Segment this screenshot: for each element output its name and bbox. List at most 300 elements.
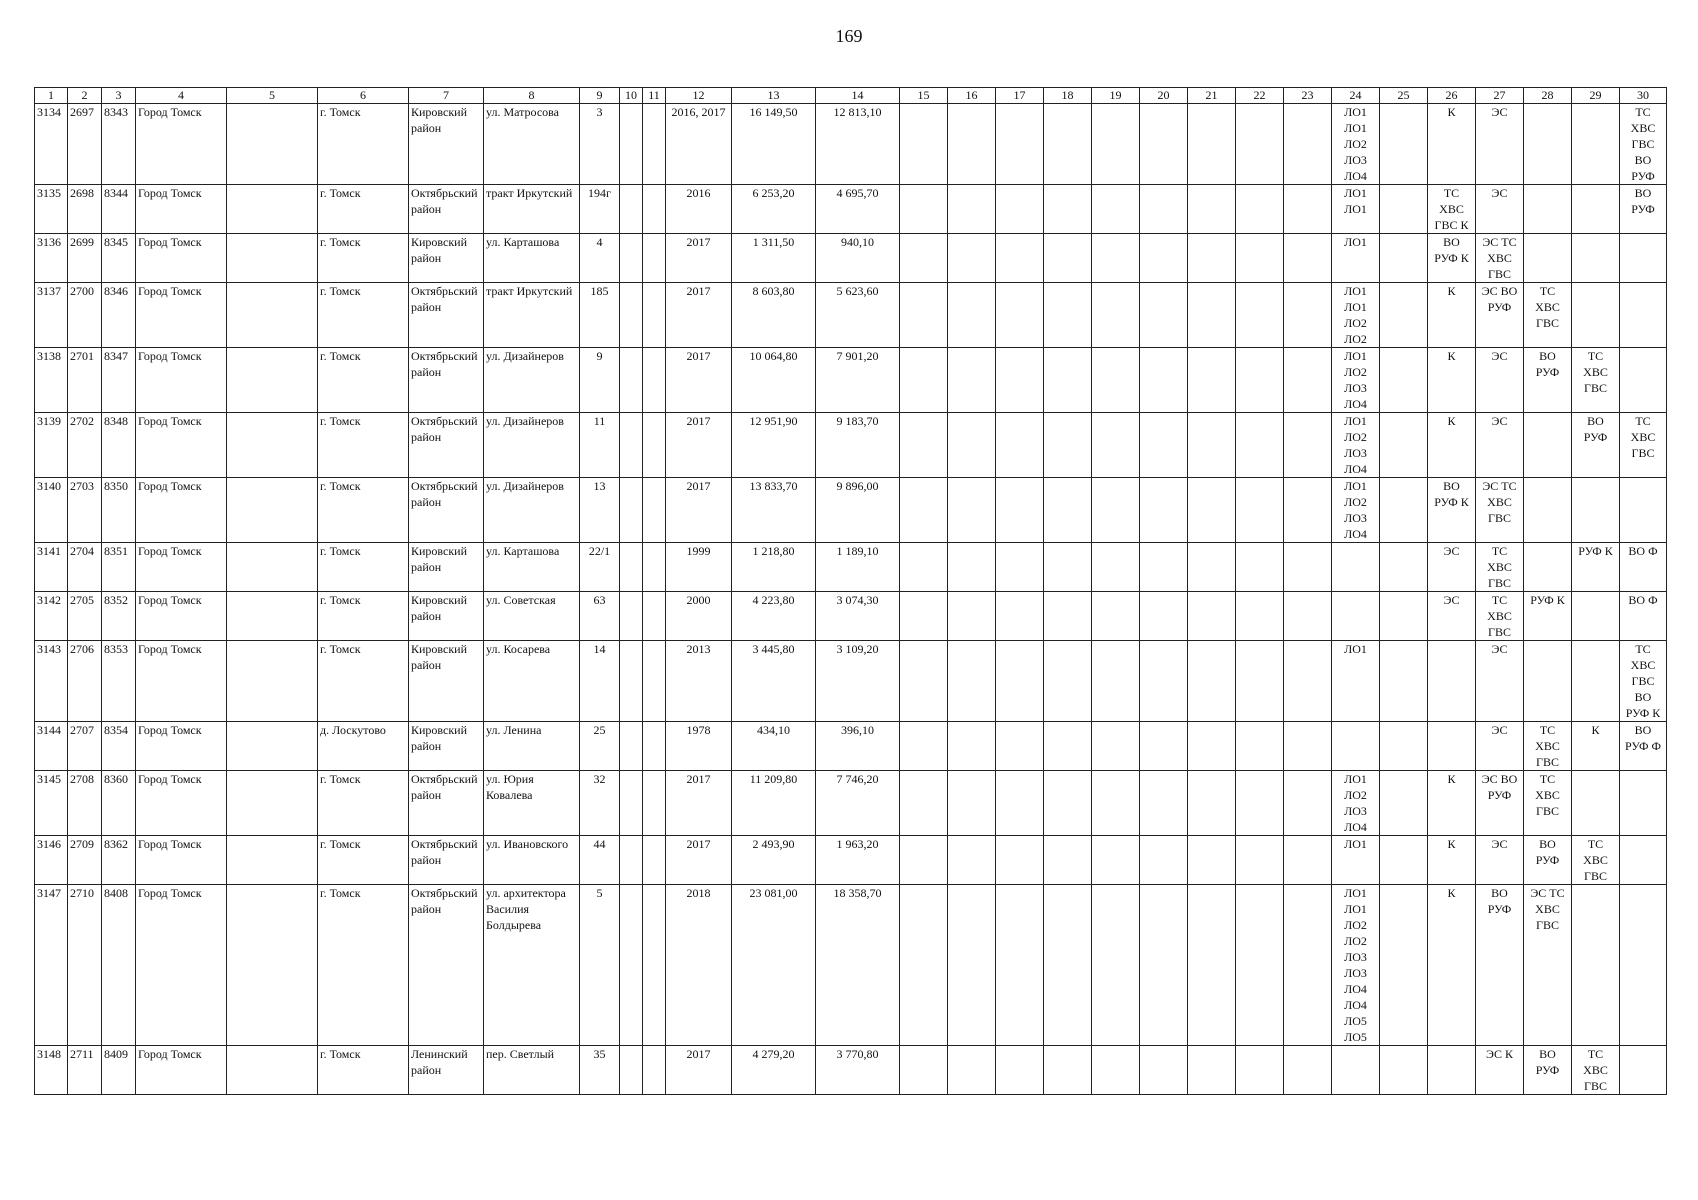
empty-cell (643, 185, 666, 234)
empty-cell (620, 413, 643, 478)
cell-col-7: Ленинский район (409, 1046, 484, 1095)
empty-cell (643, 348, 666, 413)
empty-cell (1380, 234, 1428, 283)
column-header-8: 8 (484, 88, 580, 104)
cell-col-7: Октябрьский район (409, 348, 484, 413)
cell-col-24: ЛО1 ЛО1 ЛО2 ЛО2 (1332, 283, 1380, 348)
empty-cell (227, 478, 318, 543)
cell-col-2: 2711 (68, 1046, 102, 1095)
cell-col-30 (1620, 885, 1667, 1046)
cell-col-7: Кировский район (409, 592, 484, 641)
empty-cell (1140, 478, 1188, 543)
empty-cell (643, 104, 666, 185)
cell-col-26: ВО РУФ К (1428, 478, 1476, 543)
cell-col-2: 2702 (68, 413, 102, 478)
cell-col-1: 3148 (35, 1046, 68, 1095)
cell-col-2: 2703 (68, 478, 102, 543)
empty-cell (1284, 413, 1332, 478)
empty-cell (1044, 885, 1092, 1046)
empty-cell (1092, 836, 1140, 885)
empty-cell (1188, 771, 1236, 836)
cell-col-7: Октябрьский район (409, 478, 484, 543)
cell-col-3: 8352 (102, 592, 136, 641)
empty-cell (227, 771, 318, 836)
empty-cell (1284, 885, 1332, 1046)
empty-cell (1044, 1046, 1092, 1095)
cell-col-8: ул. Косарева (484, 641, 580, 722)
empty-cell (1236, 234, 1284, 283)
empty-cell (900, 104, 948, 185)
column-header-18: 18 (1044, 88, 1092, 104)
cell-col-30 (1620, 348, 1667, 413)
empty-cell (1092, 283, 1140, 348)
cell-col-13: 12 951,90 (732, 413, 816, 478)
empty-cell (1092, 771, 1140, 836)
empty-cell (1092, 413, 1140, 478)
cell-col-28 (1524, 234, 1572, 283)
cell-col-28: ТС ХВС ГВС (1524, 283, 1572, 348)
empty-cell (1236, 478, 1284, 543)
column-header-11: 11 (643, 88, 666, 104)
empty-cell (1140, 836, 1188, 885)
column-header-24: 24 (1332, 88, 1380, 104)
cell-col-27: ЭС (1476, 413, 1524, 478)
empty-cell (1140, 104, 1188, 185)
cell-col-29: ТС ХВС ГВС (1572, 836, 1620, 885)
cell-col-9: 9 (580, 348, 620, 413)
cell-col-6: г. Томск (318, 836, 409, 885)
empty-cell (1380, 543, 1428, 592)
empty-cell (1188, 1046, 1236, 1095)
empty-cell (1188, 641, 1236, 722)
empty-cell (1284, 478, 1332, 543)
empty-cell (948, 413, 996, 478)
cell-col-29 (1572, 771, 1620, 836)
cell-col-26: ВО РУФ К (1428, 234, 1476, 283)
cell-col-4: Город Томск (136, 1046, 227, 1095)
empty-cell (996, 722, 1044, 771)
cell-col-6: г. Томск (318, 771, 409, 836)
empty-cell (900, 836, 948, 885)
empty-cell (1044, 771, 1092, 836)
cell-col-30: ТС ХВС ГВС ВО РУФ К (1620, 641, 1667, 722)
cell-col-26: ТС ХВС ГВС К (1428, 185, 1476, 234)
empty-cell (620, 543, 643, 592)
empty-cell (1092, 641, 1140, 722)
column-header-16: 16 (948, 88, 996, 104)
empty-cell (1236, 104, 1284, 185)
column-header-23: 23 (1284, 88, 1332, 104)
cell-col-14: 940,10 (816, 234, 900, 283)
cell-col-14: 3 770,80 (816, 1046, 900, 1095)
cell-col-9: 14 (580, 641, 620, 722)
cell-col-3: 8347 (102, 348, 136, 413)
cell-col-14: 18 358,70 (816, 885, 900, 1046)
empty-cell (1140, 641, 1188, 722)
cell-col-30: ВО РУФ (1620, 185, 1667, 234)
column-header-17: 17 (996, 88, 1044, 104)
empty-cell (1140, 185, 1188, 234)
cell-col-28: ЭС ТС ХВС ГВС (1524, 885, 1572, 1046)
empty-cell (900, 1046, 948, 1095)
cell-col-14: 7 901,20 (816, 348, 900, 413)
cell-col-14: 3 109,20 (816, 641, 900, 722)
cell-col-24: ЛО1 ЛО1 ЛО2 ЛО3 ЛО4 (1332, 104, 1380, 185)
cell-col-13: 23 081,00 (732, 885, 816, 1046)
column-header-15: 15 (900, 88, 948, 104)
cell-col-3: 8345 (102, 234, 136, 283)
cell-col-6: г. Томск (318, 185, 409, 234)
empty-cell (996, 185, 1044, 234)
empty-cell (620, 234, 643, 283)
empty-cell (620, 283, 643, 348)
empty-cell (1188, 722, 1236, 771)
column-header-27: 27 (1476, 88, 1524, 104)
table-row (35, 283, 1667, 348)
cell-col-9: 63 (580, 592, 620, 641)
cell-col-28: ВО РУФ (1524, 836, 1572, 885)
empty-cell (948, 283, 996, 348)
empty-cell (1140, 348, 1188, 413)
cell-col-24: ЛО1 ЛО2 ЛО3 ЛО4 (1332, 478, 1380, 543)
empty-cell (996, 771, 1044, 836)
cell-col-1: 3134 (35, 104, 68, 185)
cell-col-13: 13 833,70 (732, 478, 816, 543)
empty-cell (1092, 722, 1140, 771)
cell-col-24 (1332, 722, 1380, 771)
empty-cell (643, 592, 666, 641)
empty-cell (1236, 413, 1284, 478)
empty-cell (1092, 543, 1140, 592)
cell-col-12: 2017 (666, 1046, 732, 1095)
cell-col-14: 9 183,70 (816, 413, 900, 478)
cell-col-29 (1572, 885, 1620, 1046)
cell-col-29: ВО РУФ (1572, 413, 1620, 478)
cell-col-8: ул. Юрия Ковалева (484, 771, 580, 836)
cell-col-26: К (1428, 836, 1476, 885)
empty-cell (1236, 641, 1284, 722)
cell-col-27: ЭС К (1476, 1046, 1524, 1095)
cell-col-29 (1572, 592, 1620, 641)
cell-col-28 (1524, 413, 1572, 478)
empty-cell (900, 185, 948, 234)
empty-cell (996, 478, 1044, 543)
cell-col-24: ЛО1 (1332, 234, 1380, 283)
cell-col-7: Кировский район (409, 543, 484, 592)
empty-cell (643, 836, 666, 885)
empty-cell (1380, 104, 1428, 185)
cell-col-1: 3141 (35, 543, 68, 592)
cell-col-9: 32 (580, 771, 620, 836)
table-row (35, 478, 1667, 543)
empty-cell (1188, 478, 1236, 543)
empty-cell (1284, 543, 1332, 592)
cell-col-28: ВО РУФ (1524, 348, 1572, 413)
empty-cell (1380, 771, 1428, 836)
cell-col-6: г. Томск (318, 592, 409, 641)
cell-col-27: ЭС ВО РУФ (1476, 283, 1524, 348)
empty-cell (1044, 722, 1092, 771)
cell-col-8: ул. Дизайнеров (484, 348, 580, 413)
table-row (35, 836, 1667, 885)
cell-col-6: г. Томск (318, 348, 409, 413)
cell-col-6: г. Томск (318, 478, 409, 543)
cell-col-12: 2018 (666, 885, 732, 1046)
cell-col-9: 4 (580, 234, 620, 283)
cell-col-1: 3140 (35, 478, 68, 543)
empty-cell (900, 771, 948, 836)
table-row (35, 543, 1667, 592)
cell-col-27: ЭС ВО РУФ (1476, 771, 1524, 836)
empty-cell (620, 592, 643, 641)
cell-col-4: Город Томск (136, 885, 227, 1046)
empty-cell (643, 283, 666, 348)
empty-cell (948, 1046, 996, 1095)
cell-col-29 (1572, 185, 1620, 234)
column-header-29: 29 (1572, 88, 1620, 104)
cell-col-6: г. Томск (318, 885, 409, 1046)
empty-cell (1236, 1046, 1284, 1095)
empty-cell (1140, 771, 1188, 836)
cell-col-13: 4 223,80 (732, 592, 816, 641)
empty-cell (643, 234, 666, 283)
cell-col-1: 3143 (35, 641, 68, 722)
empty-cell (1188, 885, 1236, 1046)
empty-cell (643, 885, 666, 1046)
cell-col-3: 8346 (102, 283, 136, 348)
cell-col-12: 1999 (666, 543, 732, 592)
empty-cell (948, 478, 996, 543)
cell-col-3: 8354 (102, 722, 136, 771)
cell-col-24: ЛО1 ЛО1 ЛО2 ЛО2 ЛО3 ЛО3 ЛО4 ЛО4 ЛО5 ЛО5 (1332, 885, 1380, 1046)
cell-col-2: 2701 (68, 348, 102, 413)
empty-cell (620, 348, 643, 413)
empty-cell (1380, 641, 1428, 722)
empty-cell (227, 722, 318, 771)
column-header-21: 21 (1188, 88, 1236, 104)
empty-cell (1044, 592, 1092, 641)
cell-col-14: 7 746,20 (816, 771, 900, 836)
empty-cell (227, 543, 318, 592)
empty-cell (643, 478, 666, 543)
empty-cell (1284, 1046, 1332, 1095)
cell-col-28 (1524, 641, 1572, 722)
cell-col-26: ЭС (1428, 592, 1476, 641)
cell-col-3: 8343 (102, 104, 136, 185)
cell-col-24: ЛО1 ЛО1 (1332, 185, 1380, 234)
empty-cell (900, 722, 948, 771)
cell-col-9: 44 (580, 836, 620, 885)
cell-col-12: 2016 (666, 185, 732, 234)
empty-cell (900, 592, 948, 641)
cell-col-9: 25 (580, 722, 620, 771)
cell-col-13: 16 149,50 (732, 104, 816, 185)
cell-col-29 (1572, 283, 1620, 348)
empty-cell (996, 1046, 1044, 1095)
cell-col-30 (1620, 1046, 1667, 1095)
cell-col-4: Город Томск (136, 283, 227, 348)
cell-col-29 (1572, 641, 1620, 722)
empty-cell (996, 283, 1044, 348)
empty-cell (1044, 185, 1092, 234)
empty-cell (1188, 836, 1236, 885)
cell-col-2: 2698 (68, 185, 102, 234)
empty-cell (1140, 413, 1188, 478)
column-header-2: 2 (68, 88, 102, 104)
cell-col-2: 2708 (68, 771, 102, 836)
empty-cell (1092, 104, 1140, 185)
cell-col-24: ЛО1 ЛО2 ЛО3 ЛО4 (1332, 771, 1380, 836)
cell-col-26 (1428, 1046, 1476, 1095)
empty-cell (1140, 543, 1188, 592)
cell-col-14: 1 189,10 (816, 543, 900, 592)
cell-col-27: ЭС (1476, 185, 1524, 234)
empty-cell (1236, 722, 1284, 771)
cell-col-26: К (1428, 413, 1476, 478)
cell-col-8: ул. Карташова (484, 234, 580, 283)
empty-cell (1380, 413, 1428, 478)
cell-col-8: ул. Ленина (484, 722, 580, 771)
cell-col-27: ЭС (1476, 104, 1524, 185)
empty-cell (1380, 185, 1428, 234)
cell-col-8: ул. Карташова (484, 543, 580, 592)
cell-col-12: 2017 (666, 478, 732, 543)
empty-cell (1284, 836, 1332, 885)
empty-cell (1380, 885, 1428, 1046)
cell-col-9: 5 (580, 885, 620, 1046)
cell-col-4: Город Томск (136, 771, 227, 836)
empty-cell (900, 478, 948, 543)
cell-col-8: ул. Ивановского (484, 836, 580, 885)
cell-col-6: г. Томск (318, 234, 409, 283)
cell-col-29: РУФ К (1572, 543, 1620, 592)
cell-col-28: ВО РУФ (1524, 1046, 1572, 1095)
cell-col-12: 2013 (666, 641, 732, 722)
empty-cell (900, 348, 948, 413)
column-header-19: 19 (1092, 88, 1140, 104)
cell-col-13: 11 209,80 (732, 771, 816, 836)
cell-col-13: 8 603,80 (732, 283, 816, 348)
empty-cell (1140, 283, 1188, 348)
cell-col-6: г. Томск (318, 283, 409, 348)
table-body (35, 104, 1667, 1095)
cell-col-13: 4 279,20 (732, 1046, 816, 1095)
empty-cell (620, 722, 643, 771)
cell-col-30: ТС ХВС ГВС ВО РУФ (1620, 104, 1667, 185)
empty-cell (900, 543, 948, 592)
empty-cell (1284, 185, 1332, 234)
cell-col-1: 3135 (35, 185, 68, 234)
cell-col-28: ТС ХВС ГВС (1524, 722, 1572, 771)
cell-col-4: Город Томск (136, 234, 227, 283)
cell-col-1: 3136 (35, 234, 68, 283)
empty-cell (1044, 348, 1092, 413)
cell-col-4: Город Томск (136, 413, 227, 478)
empty-cell (996, 234, 1044, 283)
cell-col-3: 8360 (102, 771, 136, 836)
empty-cell (948, 836, 996, 885)
empty-cell (1044, 641, 1092, 722)
empty-cell (1236, 885, 1284, 1046)
cell-col-2: 2710 (68, 885, 102, 1046)
empty-cell (1188, 283, 1236, 348)
cell-col-9: 35 (580, 1046, 620, 1095)
empty-cell (227, 234, 318, 283)
empty-cell (1284, 592, 1332, 641)
cell-col-26 (1428, 722, 1476, 771)
empty-cell (620, 185, 643, 234)
empty-cell (996, 836, 1044, 885)
column-header-30: 30 (1620, 88, 1667, 104)
cell-col-7: Кировский район (409, 234, 484, 283)
cell-col-28: ТС ХВС ГВС (1524, 771, 1572, 836)
cell-col-30 (1620, 234, 1667, 283)
cell-col-3: 8409 (102, 1046, 136, 1095)
cell-col-9: 185 (580, 283, 620, 348)
column-header-7: 7 (409, 88, 484, 104)
cell-col-30 (1620, 771, 1667, 836)
cell-col-28 (1524, 478, 1572, 543)
empty-cell (996, 592, 1044, 641)
cell-col-7: Октябрьский район (409, 885, 484, 1046)
empty-cell (900, 413, 948, 478)
column-header-20: 20 (1140, 88, 1188, 104)
empty-cell (227, 641, 318, 722)
cell-col-6: г. Томск (318, 104, 409, 185)
empty-cell (227, 592, 318, 641)
cell-col-27: ЭС ТС ХВС ГВС (1476, 234, 1524, 283)
column-header-1: 1 (35, 88, 68, 104)
empty-cell (1284, 104, 1332, 185)
empty-cell (643, 641, 666, 722)
column-header-13: 13 (732, 88, 816, 104)
cell-col-27: ЭС (1476, 348, 1524, 413)
cell-col-14: 9 896,00 (816, 478, 900, 543)
empty-cell (227, 413, 318, 478)
cell-col-2: 2709 (68, 836, 102, 885)
cell-col-9: 13 (580, 478, 620, 543)
table-row (35, 592, 1667, 641)
cell-col-7: Октябрьский район (409, 836, 484, 885)
cell-col-13: 434,10 (732, 722, 816, 771)
cell-col-26: К (1428, 348, 1476, 413)
cell-col-8: ул. Дизайнеров (484, 478, 580, 543)
empty-cell (948, 348, 996, 413)
cell-col-24 (1332, 592, 1380, 641)
empty-cell (1236, 592, 1284, 641)
cell-col-8: ул. Матросова (484, 104, 580, 185)
empty-cell (643, 722, 666, 771)
empty-cell (227, 283, 318, 348)
empty-cell (1236, 771, 1284, 836)
cell-col-9: 3 (580, 104, 620, 185)
empty-cell (1236, 836, 1284, 885)
column-header-26: 26 (1428, 88, 1476, 104)
cell-col-1: 3144 (35, 722, 68, 771)
empty-cell (948, 104, 996, 185)
empty-cell (996, 885, 1044, 1046)
cell-col-13: 10 064,80 (732, 348, 816, 413)
cell-col-13: 1 218,80 (732, 543, 816, 592)
cell-col-30: ВО Ф (1620, 543, 1667, 592)
cell-col-29: ТС ХВС ГВС (1572, 348, 1620, 413)
table-row (35, 1046, 1667, 1095)
empty-cell (900, 641, 948, 722)
empty-cell (996, 543, 1044, 592)
empty-cell (1284, 641, 1332, 722)
cell-col-12: 1978 (666, 722, 732, 771)
empty-cell (620, 771, 643, 836)
